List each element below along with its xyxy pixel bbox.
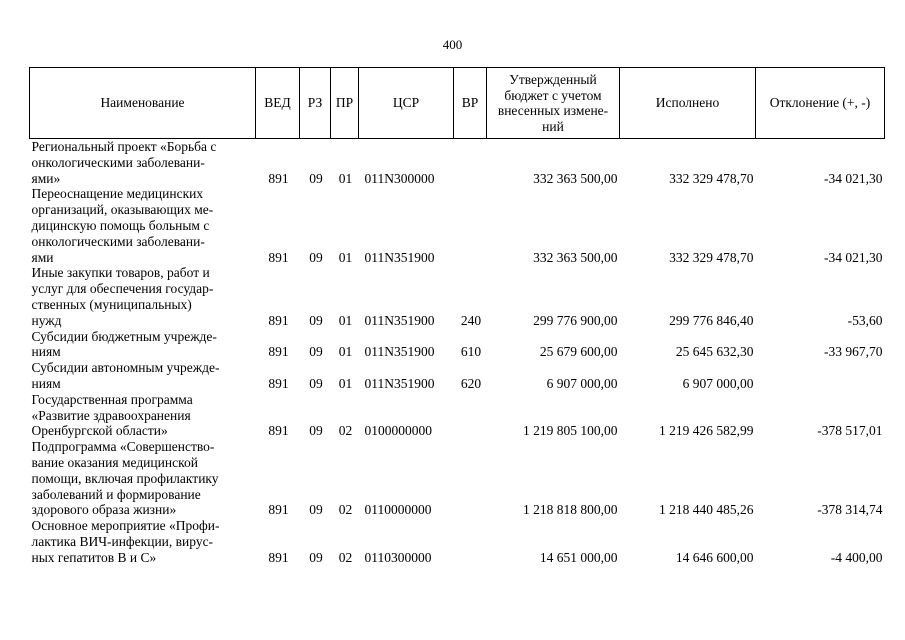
row-ved: 891 — [268, 502, 289, 518]
row-csr: 0110300000 — [364, 549, 432, 565]
row-deviation: -4 400,00 — [830, 549, 883, 565]
row-rz: 09 — [309, 502, 323, 518]
row-deviation: -378 517,01 — [817, 423, 883, 439]
row-csr: 011N351900 — [364, 344, 435, 360]
row-approved: 1 219 805 100,00 — [523, 423, 618, 439]
row-ved: 891 — [268, 423, 289, 439]
row-name-line: ями» — [31, 170, 61, 186]
row-csr: 0100000000 — [364, 423, 432, 439]
row-vr — [454, 392, 487, 439]
row-pr: 01 — [338, 249, 353, 265]
row-approved: 6 907 000,00 — [546, 375, 618, 391]
row-name-line: лактика ВИЧ-инфекции, вирус- — [31, 533, 214, 549]
row-ved: 891 — [268, 249, 289, 265]
row-vr: 240 — [460, 312, 482, 328]
row-name — [30, 329, 256, 361]
row-executed: 25 645 632,30 — [675, 344, 754, 360]
row-executed: 299 776 846,40 — [669, 312, 754, 328]
row-name-line: вание оказания медицинской — [31, 454, 198, 470]
header-approved: Утвержденный бюджет с учетом внесенных измене-ний — [487, 68, 620, 139]
table-row — [30, 360, 885, 392]
row-name-line: здорового образа жизни» — [31, 502, 177, 518]
header-executed: Исполнено — [620, 68, 756, 139]
row-name-line: Иные закупки товаров, работ и — [31, 265, 210, 281]
row-vr — [454, 186, 487, 265]
row-pr: 01 — [338, 312, 353, 328]
row-executed: 14 646 600,00 — [675, 549, 754, 565]
table-row — [30, 186, 885, 265]
row-deviation: -34 021,30 — [824, 249, 883, 265]
row-executed: 1 219 426 582,99 — [659, 423, 754, 439]
row-pr: 02 — [338, 502, 353, 518]
row-name-line: Подпрограмма «Совершенство- — [31, 439, 215, 455]
row-csr: 011N351900 — [364, 375, 435, 391]
row-name-line: организаций, оказывающих ме- — [31, 202, 214, 218]
row-deviation: -53,60 — [847, 312, 883, 328]
row-vr — [454, 139, 487, 187]
row-name-line: Государственная программа — [31, 391, 193, 407]
row-vr — [454, 518, 487, 565]
row-name-line: ственных (муниципальных) — [31, 296, 192, 312]
table-row — [30, 139, 885, 187]
row-ved: 891 — [268, 312, 289, 328]
row-name-line: нужд — [31, 312, 62, 328]
table-row — [30, 518, 885, 565]
row-name-line: онкологическими заболевани- — [31, 233, 205, 249]
row-ved: 891 — [268, 375, 289, 391]
table-row — [30, 329, 885, 361]
row-rz: 09 — [309, 249, 323, 265]
row-approved: 332 363 500,00 — [533, 249, 618, 265]
row-name — [30, 186, 256, 265]
row-approved: 14 651 000,00 — [539, 549, 618, 565]
row-name-line: Субсидии автономным учрежде- — [31, 360, 220, 376]
row-executed: 1 218 440 485,26 — [659, 502, 754, 518]
row-approved: 332 363 500,00 — [533, 170, 618, 186]
page-number: 400 — [442, 37, 463, 52]
row-executed: 6 907 000,00 — [682, 375, 754, 391]
row-name-line: помощи, включая профилактику — [31, 470, 219, 486]
row-name-line: ями — [31, 249, 54, 265]
row-name — [30, 392, 256, 439]
row-deviation: -33 967,70 — [824, 344, 883, 360]
table-row — [30, 439, 885, 518]
row-name-line: онкологическими заболевани- — [31, 154, 205, 170]
row-rz: 09 — [309, 549, 323, 565]
row-name — [30, 265, 256, 328]
row-pr: 02 — [338, 549, 353, 565]
budget-table — [29, 67, 885, 566]
row-ved: 891 — [268, 170, 289, 186]
row-pr: 01 — [338, 344, 353, 360]
row-approved: 1 218 818 800,00 — [523, 502, 618, 518]
row-name — [30, 518, 256, 565]
row-name-line: Субсидии бюджетным учрежде- — [31, 328, 217, 344]
row-name — [30, 439, 256, 518]
row-rz: 09 — [309, 312, 323, 328]
row-name-line: дицинскую помощь больным с — [31, 217, 210, 233]
row-name-line: «Развитие здравоохранения — [31, 407, 191, 423]
row-name-line: Переоснащение медицинских — [31, 186, 204, 202]
row-deviation — [756, 360, 885, 392]
row-csr: 011N351900 — [364, 312, 435, 328]
table-body — [30, 139, 885, 566]
row-pr: 02 — [338, 423, 353, 439]
row-csr: 011N300000 — [364, 170, 435, 186]
row-pr: 01 — [338, 375, 353, 391]
row-approved: 299 776 900,00 — [533, 312, 618, 328]
row-executed: 332 329 478,70 — [669, 249, 754, 265]
table-row — [30, 265, 885, 328]
row-deviation: -34 021,30 — [824, 170, 883, 186]
row-name — [30, 360, 256, 392]
row-csr: 011N351900 — [364, 249, 435, 265]
header-rz: РЗ — [300, 68, 331, 139]
row-vr — [454, 439, 487, 518]
row-pr: 01 — [338, 170, 353, 186]
row-ved: 891 — [268, 344, 289, 360]
row-executed: 332 329 478,70 — [669, 170, 754, 186]
row-name-line: ниям — [31, 344, 61, 360]
row-name — [30, 139, 256, 187]
row-rz: 09 — [309, 344, 323, 360]
table-header — [30, 68, 885, 139]
row-vr: 620 — [460, 375, 482, 391]
row-approved: 25 679 600,00 — [539, 344, 618, 360]
row-csr: 0110000000 — [364, 502, 432, 518]
header-pr: ПР — [331, 68, 359, 139]
header-ved: ВЕД — [256, 68, 300, 139]
row-vr: 610 — [460, 344, 482, 360]
row-name-line: услуг для обеспечения государ- — [31, 281, 214, 297]
header-csr: ЦСР — [359, 68, 454, 139]
header-deviation: Отклонение (+, -) — [756, 68, 885, 139]
row-rz: 09 — [309, 170, 323, 186]
row-ved: 891 — [268, 549, 289, 565]
table-row — [30, 392, 885, 439]
header-vr: ВР — [454, 68, 487, 139]
row-rz: 09 — [309, 375, 323, 391]
row-name-line: заболеваний и формирование — [31, 486, 201, 502]
row-rz: 09 — [309, 423, 323, 439]
row-deviation: -378 314,74 — [817, 502, 883, 518]
row-name-line: Основное мероприятие «Профи- — [31, 518, 220, 534]
row-name-line: Региональный проект «Борьба с — [31, 139, 217, 154]
header-name: Наименование — [30, 68, 256, 139]
row-name-line: ниям — [31, 375, 61, 391]
row-name-line: ных гепатитов В и С» — [31, 549, 157, 565]
row-name-line: Оренбургской области» — [31, 423, 168, 439]
